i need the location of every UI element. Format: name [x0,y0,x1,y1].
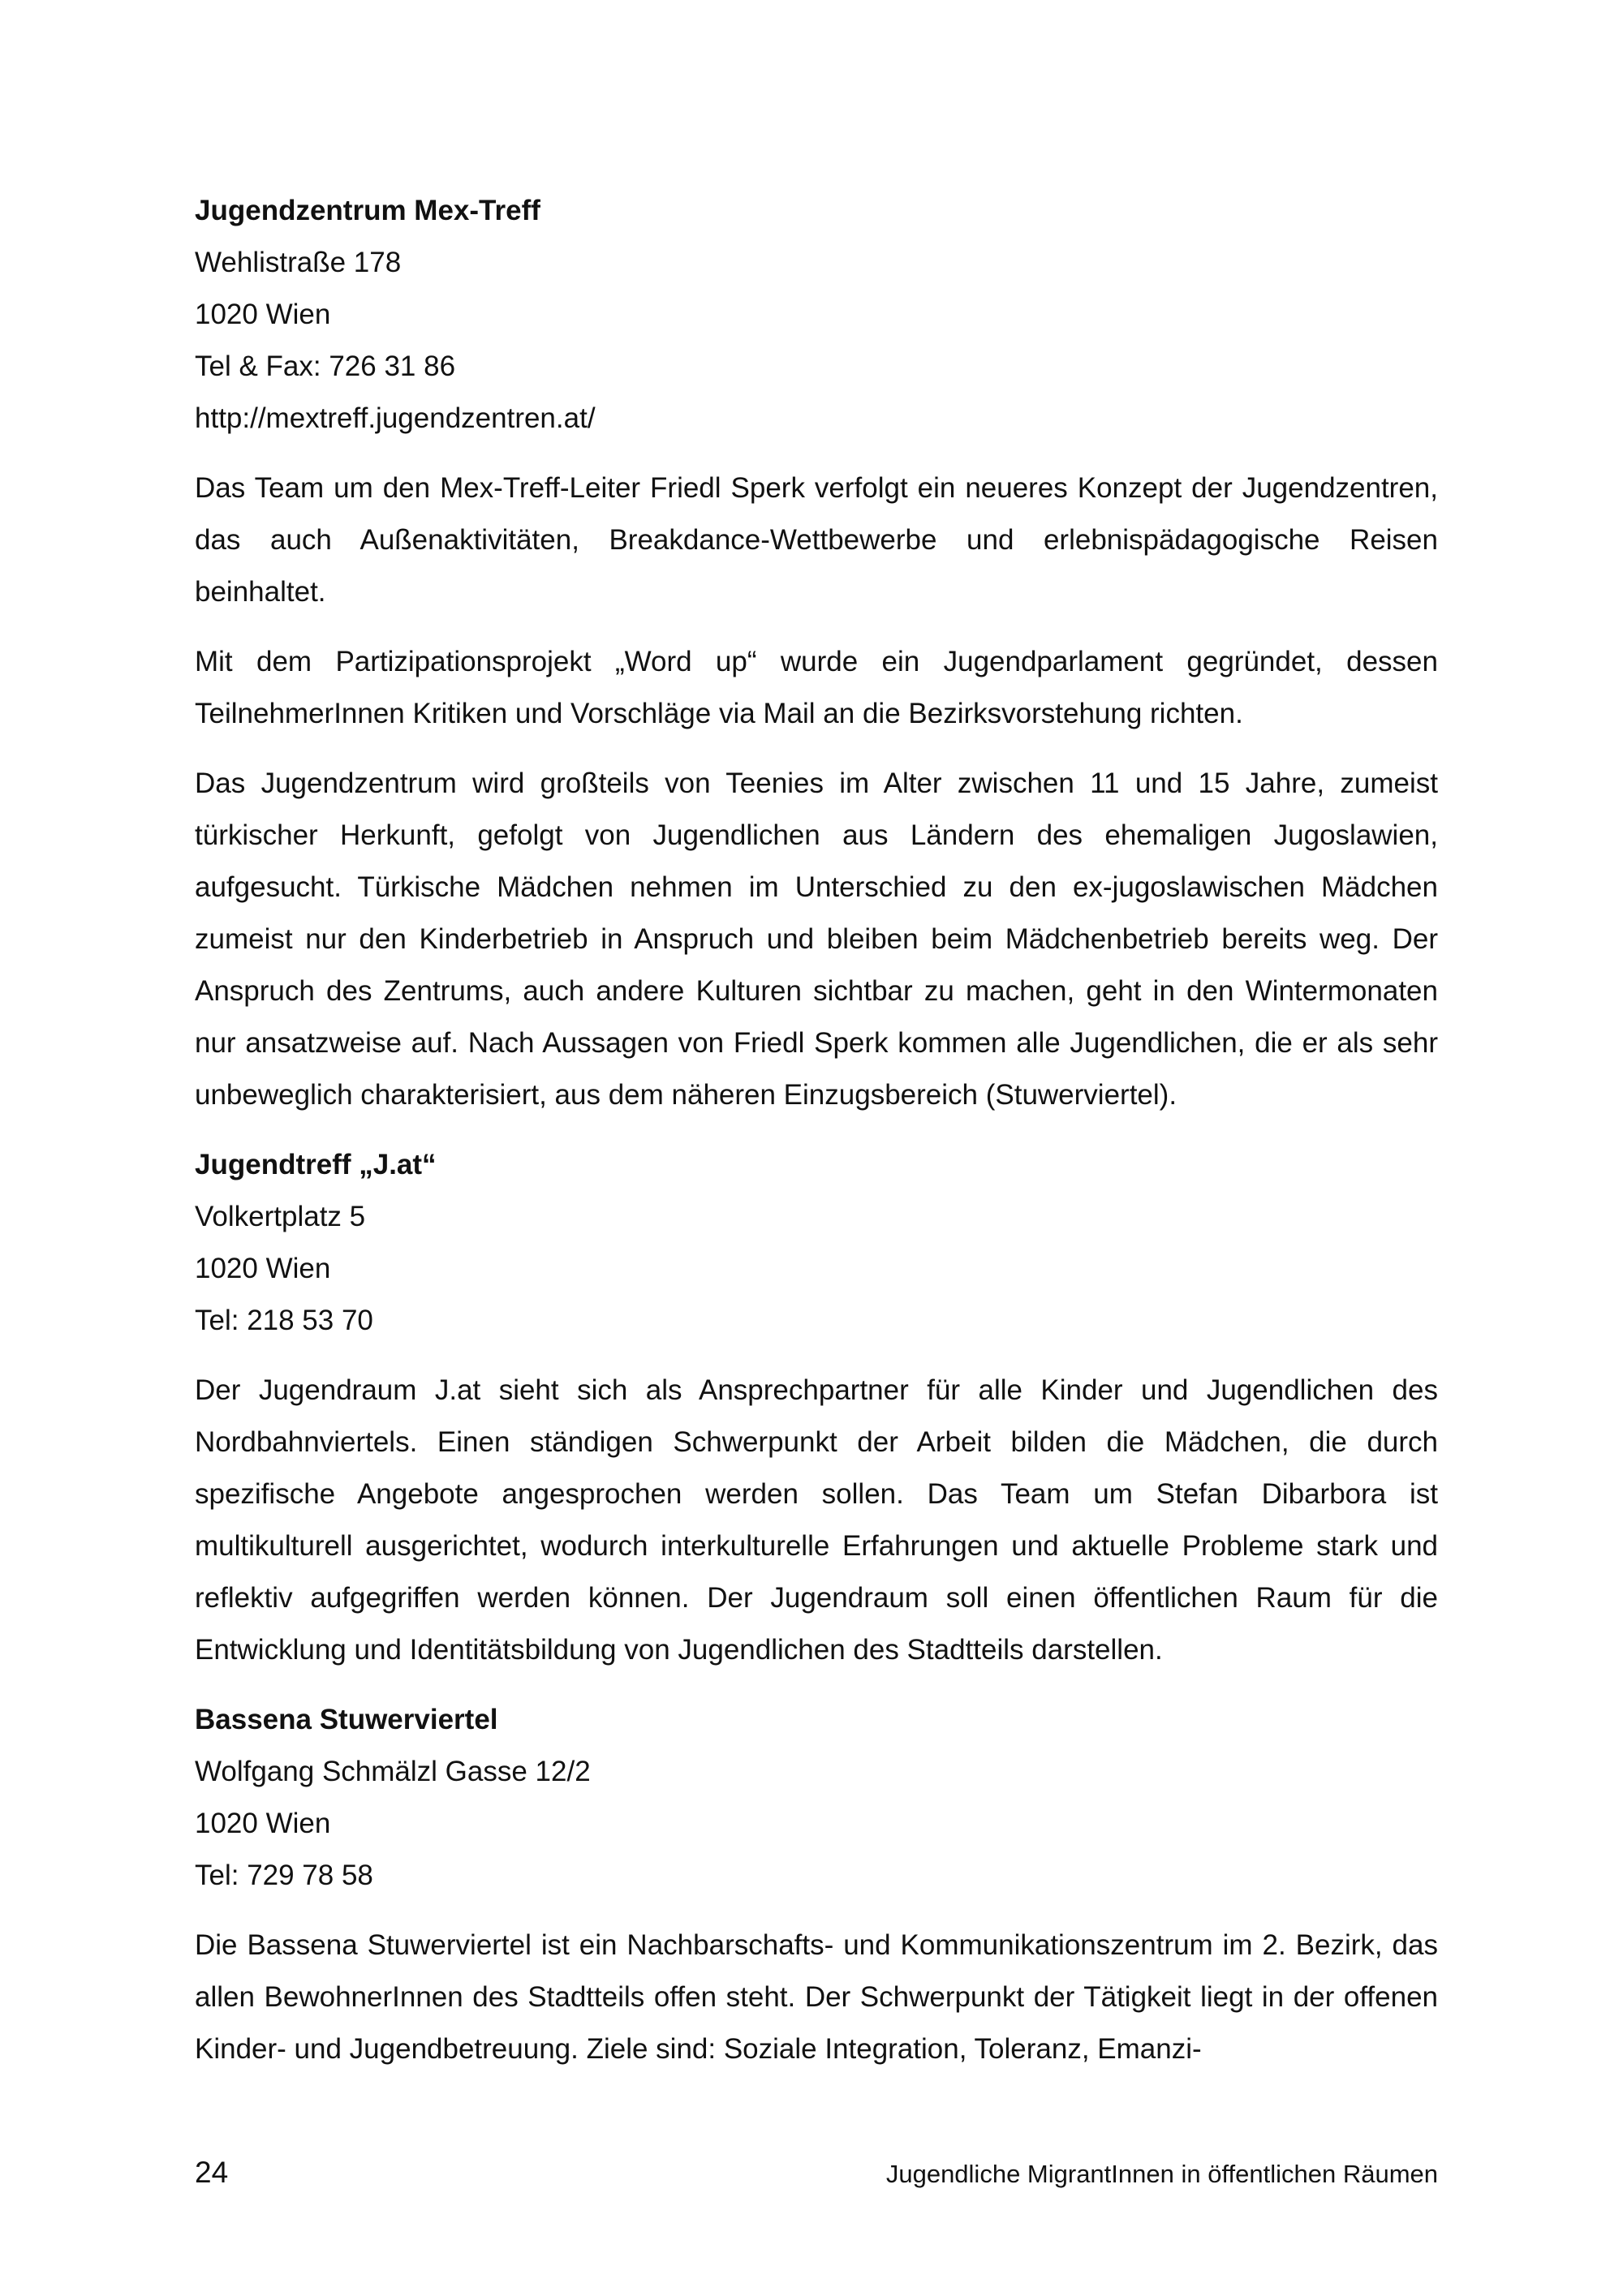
page-footer [195,2148,1438,2197]
paragraph-text: Das Team um den Mex-Treff-Leiter Friedl Sperk verfolgt ein neueres Konzept der Jugendzentren, das auch Außenaktivitäten, Breakdance-Wettbewerbe und erlebnispädagogische Reisen beinhaltet. [195,472,1438,608]
paragraph [195,1365,1438,1676]
paragraph [195,758,1438,1121]
address-city: 1020 Wien [195,1808,331,1839]
paragraph-text: Der Jugendraum J.at sieht sich als Ansprechpartner für alle Kinder und Jugendlichen des Nordbahnviertels. Einen ständigen Schwerpunkt der Arbeit bilden die Mädchen, die durch spezifische Angebote angesprochen werden sollen. Das Team um Stefan Dibarbora ist multikulturell ausgerichtet, wodurch interkulturelle Erfahrungen und aktuelle Probleme stark und reflektiv aufgegriffen werden können. Der Jugendraum soll einen öffentlichen Raum für die Entwicklung und Identitätsbildung von Jugendlichen des Stadtteils darstellen. [195,1374,1438,1666]
address-street: Wolfgang Schmälzl Gasse 12/2 [195,1756,591,1787]
section-title: Jugendzentrum Mex-Treff [195,195,540,226]
address-city: 1020 Wien [195,1253,331,1284]
address-street: Wehlistraße 178 [195,247,402,278]
paragraph-text: Die Bassena Stuwerviertel ist ein Nachbarschafts- und Kommunikationszentrum im 2. Bezirk, das allen BewohnerInnen des Stadtteils offen steht. Der Schwerpunkt der Tätigkeit liegt in der offenen Kinder- und Jugendbetreuung. Ziele sind: Soziale Integration, Toleranz, Emanzi- [195,1929,1438,2065]
section-bassena [195,1694,1438,1902]
address-city: 1020 Wien [195,299,331,330]
address-street: Volkertplatz 5 [195,1201,366,1232]
page-number: 24 [195,2156,229,2189]
section-j-at [195,1139,1438,1347]
page-body [195,185,1438,2093]
address-url: http://mextreff.jugendzentren.at/ [195,402,596,434]
paragraph [195,1920,1438,2075]
paragraph [195,462,1438,618]
section-mex-treff [195,185,1438,445]
paragraph-text: Mit dem Partizipationsprojekt „Word up“ wurde ein Jugendparlament gegründet, dessen TeilnehmerInnen Kritiken und Vorschläge via Mail an die Bezirksvorstehung richten. [195,646,1438,729]
address-phone: Tel: 729 78 58 [195,1860,373,1891]
paragraph-text: Das Jugendzentrum wird großteils von Teenies im Alter zwischen 11 und 15 Jahre, zumeist türkischer Herkunft, gefolgt von Jugendlichen aus Ländern des ehemaligen Jugoslawien, aufgesucht. Türkische Mädchen nehmen im Unterschied zu den ex-jugoslawischen Mädchen zumeist nur den Kinderbetrieb in Anspruch und bleiben beim Mädchenbetrieb bereits weg. Der Anspruch des Zentrums, auch andere Kulturen sichtbar zu machen, geht in den Wintermonaten nur ansatzweise auf. Nach Aussagen von Friedl Sperk kommen alle Jugendlichen, die er als sehr unbeweglich charakterisiert, aus dem näheren Einzugsbereich (Stuwerviertel). [195,767,1438,1111]
address-phone: Tel: 218 53 70 [195,1305,373,1336]
paragraph [195,636,1438,740]
address-phone: Tel & Fax: 726 31 86 [195,350,456,382]
running-title: Jugendliche MigrantInnen in öffentlichen Räumen [885,2160,1438,2188]
section-title: Jugendtreff „J.at“ [195,1149,437,1180]
section-title: Bassena Stuwerviertel [195,1704,498,1735]
